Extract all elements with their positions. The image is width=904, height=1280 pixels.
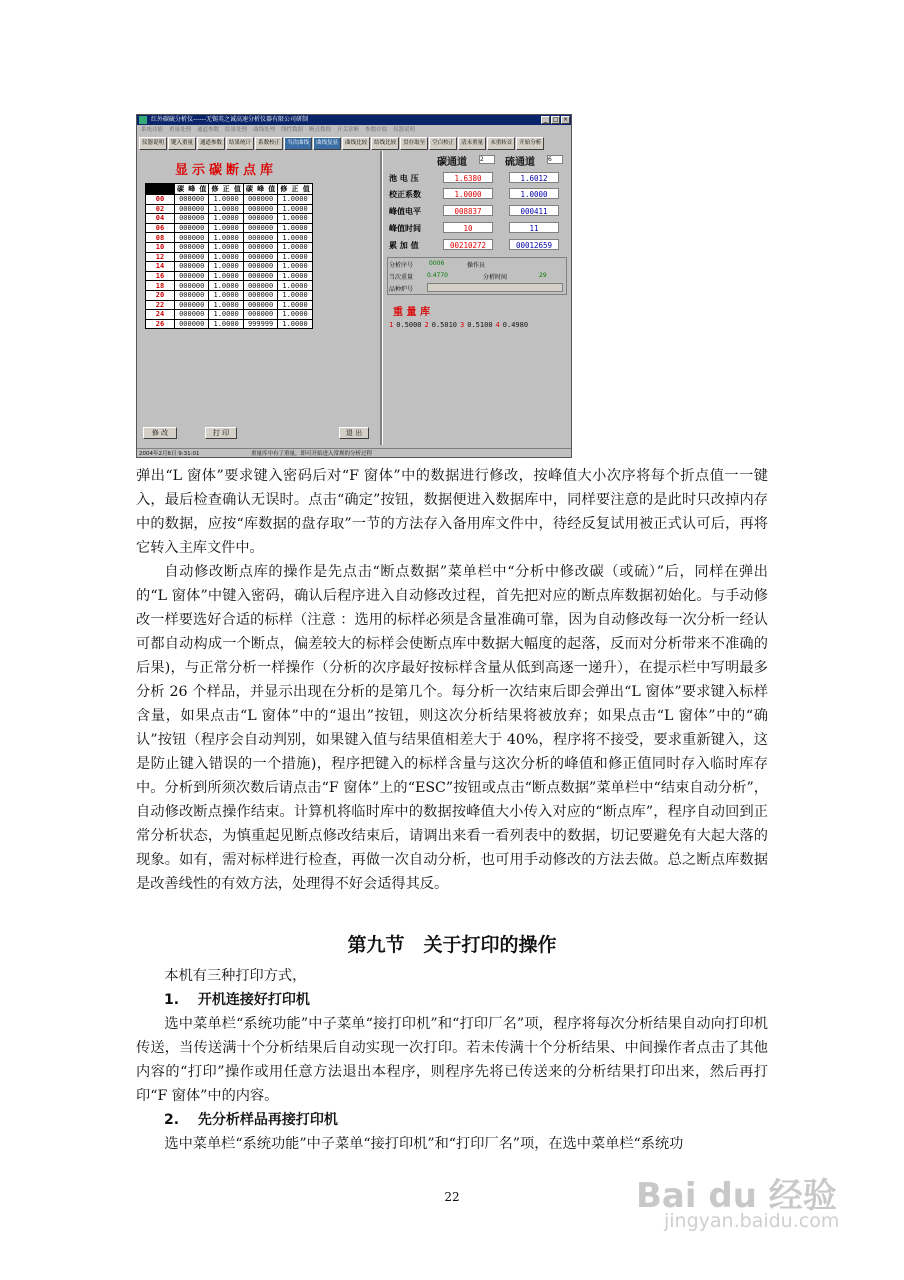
paragraph-5: [136, 1132, 768, 1156]
param-label: 校正系数: [389, 190, 421, 199]
table-cell: 000000: [175, 271, 209, 281]
sulfur-voltage: 1.6012: [509, 172, 559, 183]
table-row: [146, 233, 313, 243]
section-title: 第九节 关于打印的操作: [347, 934, 557, 956]
column-header: 碳 峰 值: [243, 184, 277, 195]
table-row: [146, 319, 313, 329]
sulfur-channel-label: 硫通道: [505, 157, 535, 168]
table-cell: 000000: [243, 204, 277, 214]
time-value: 29: [539, 272, 547, 279]
table-row: [146, 242, 313, 252]
table-cell: 1.0000: [278, 310, 312, 320]
weight-lib-list: [389, 321, 528, 329]
row-index: 02: [146, 204, 175, 214]
weight-index: 4: [495, 321, 500, 329]
table-cell: 000000: [175, 310, 209, 320]
table-cell: 1.0000: [278, 204, 312, 214]
table-cell: 1.0000: [209, 252, 243, 262]
weight-value: 0.5100: [467, 321, 493, 329]
table-row: [146, 252, 313, 262]
weight-index: 1: [389, 321, 394, 329]
table-cell: 000000: [243, 290, 277, 300]
row-index: 14: [146, 262, 175, 272]
table-cell: 000000: [175, 252, 209, 262]
table-row: [146, 204, 313, 214]
toolbar-button[interactable]: 通道参数: [197, 137, 225, 150]
table-cell: 1.0000: [278, 281, 312, 291]
operator-label: 操作员: [467, 262, 486, 269]
table-cell: 1.0000: [209, 310, 243, 320]
menu-item-channel[interactable]: 通道参数: [197, 127, 220, 133]
menu-item-linear[interactable]: 线性数据: [281, 127, 304, 133]
weight-value: 0.5000: [396, 321, 422, 329]
row-index: 22: [146, 300, 175, 310]
menu-item-weight[interactable]: 重量处理: [169, 127, 192, 133]
table-cell: 000000: [243, 310, 277, 320]
param-label: 累 加 值: [389, 241, 419, 250]
toolbar-button[interactable]: 键入重量: [168, 137, 196, 150]
table-cell: 000000: [175, 281, 209, 291]
furnace-label: 品种炉号: [389, 286, 414, 293]
row-index: 06: [146, 223, 175, 233]
row-index: 18: [146, 281, 175, 291]
sulfur-peak-time: 11: [509, 222, 559, 233]
carbon-accumulated: 00210272: [443, 239, 493, 250]
sulfur-channel-select[interactable]: 6: [547, 155, 563, 164]
row-index: 20: [146, 290, 175, 300]
paragraph-text: 选中菜单栏“系统功能”中子菜单“接打印机”和“打印厂名”项，在选中菜单栏“系统功: [164, 1136, 684, 1152]
sulfur-accumulated: 00012659: [509, 239, 559, 250]
paragraph-1: [136, 464, 768, 560]
menu-item-help[interactable]: 仪器说明: [393, 127, 416, 133]
table-cell: 000000: [243, 214, 277, 224]
table-cell: 1.0000: [278, 262, 312, 272]
column-header: 修 正 值: [278, 184, 312, 195]
table-cell: 000000: [243, 233, 277, 243]
app-icon: [139, 116, 147, 124]
param-label: 峰值电平: [389, 207, 421, 216]
paragraph-4: [136, 1012, 768, 1108]
table-cell: 000000: [175, 204, 209, 214]
print-button[interactable]: 打 印: [205, 427, 237, 439]
table-cell: 000000: [243, 271, 277, 281]
table-cell: 1.0000: [209, 204, 243, 214]
toolbar-button[interactable]: 曲线比较: [342, 137, 370, 150]
sulfur-peak-level: 000411: [509, 205, 559, 216]
table-cell: 1.0000: [209, 290, 243, 300]
weight-index: 2: [424, 321, 429, 329]
table-cell: 999999: [243, 319, 277, 329]
toolbar-button[interactable]: 开始分析: [516, 137, 544, 150]
column-header: 碳 峰 值: [175, 184, 209, 195]
table-cell: 1.0000: [209, 300, 243, 310]
toolbar-button[interactable]: 当次曲线: [284, 137, 312, 150]
panel-divider: [380, 151, 383, 445]
paragraph-2: [136, 560, 768, 896]
app-title-bar: 红外碳硫分析仪------无锡英之诚高速分析仪器有限公司研制: [137, 115, 571, 125]
toolbar-button[interactable]: 曲线复显: [313, 137, 341, 150]
paragraph-text: 弹出“L 窗体”要求键入密码后对“F 窗体”中的数据进行修改，按峰值大小次序将每个折点值一一键入，最后检查确认无误时。点击“确定”按钮，数据便进入数据库中，同样要注意的是此时只改掉内存中的数据，应按“库数据的盘存取”一节的方法存入备用库文件中，待经反复试用被正式认可后，再将它转入主库文件中。: [136, 468, 768, 556]
row-index: 12: [146, 252, 175, 262]
toolbar-button[interactable]: 盘存取至: [400, 137, 428, 150]
close-button[interactable]: ×: [562, 116, 569, 123]
toolbar-button[interactable]: 系数校正: [255, 137, 283, 150]
status-bar: [137, 448, 571, 458]
table-cell: 1.0000: [278, 214, 312, 224]
exit-button[interactable]: 退 出: [339, 427, 369, 439]
seq-label: 分析序号: [389, 262, 414, 269]
table-cell: 1.0000: [209, 281, 243, 291]
table-cell: 000000: [175, 290, 209, 300]
table-row: [146, 195, 313, 205]
table-cell: 1.0000: [209, 242, 243, 252]
table-cell: 1.0000: [278, 233, 312, 243]
row-index: 24: [146, 310, 175, 320]
carbon-peak-time: 10: [443, 222, 493, 233]
table-cell: 1.0000: [209, 223, 243, 233]
weight-label: 当次重量: [389, 274, 414, 281]
table-cell: 1.0000: [278, 223, 312, 233]
breakpoint-table: [145, 183, 313, 329]
row-index: 08: [146, 233, 175, 243]
table-cell: 000000: [243, 281, 277, 291]
table-cell: 1.0000: [278, 300, 312, 310]
table-cell: 1.0000: [209, 271, 243, 281]
weight-value: 0.5010: [431, 321, 458, 329]
row-index: 04: [146, 214, 175, 224]
table-cell: 000000: [243, 242, 277, 252]
toolbar-button[interactable]: 清末重量: [458, 137, 486, 150]
seq-value: 0006: [429, 260, 445, 267]
page-number: 22: [444, 1190, 460, 1204]
paragraph-3: [136, 964, 768, 988]
app-screenshot: [136, 114, 572, 458]
table-cell: 000000: [175, 214, 209, 224]
table-cell: 000000: [175, 262, 209, 272]
param-label: 峰值时间: [389, 224, 421, 233]
table-header-row: [146, 184, 313, 195]
toolbar-button[interactable]: 末重转首: [487, 137, 515, 150]
table-cell: 1.0000: [278, 319, 312, 329]
toolbar-button[interactable]: 仪器说明: [139, 137, 167, 150]
table-row: [146, 310, 313, 320]
row-index: 10: [146, 242, 175, 252]
list-heading: 2. 先分析样品再接打印机: [164, 1112, 338, 1128]
table-row: [146, 223, 313, 233]
menu-bar: [137, 125, 571, 136]
row-index: 16: [146, 271, 175, 281]
table-cell: 1.0000: [209, 233, 243, 243]
table-cell: 1.0000: [209, 214, 243, 224]
list-heading-1: [164, 988, 796, 1012]
furnace-input[interactable]: [427, 283, 563, 292]
table-cell: 1.0000: [209, 319, 243, 329]
carbon-coef: 1.0000: [443, 188, 493, 199]
table-cell: 000000: [175, 195, 209, 205]
carbon-channel-label: 碳通道: [437, 157, 467, 168]
table-cell: 000000: [243, 195, 277, 205]
menu-item-result[interactable]: 结果处理: [225, 127, 248, 133]
sulfur-coef: 1.0000: [509, 188, 559, 199]
table-body: [146, 195, 313, 329]
carbon-voltage: 1.6380: [443, 172, 493, 183]
minimize-button[interactable]: _: [541, 116, 550, 124]
table-cell: 1.0000: [278, 290, 312, 300]
menu-item-curve[interactable]: 曲线处理: [253, 127, 276, 133]
list-heading: 1. 开机连接好打印机: [164, 992, 310, 1008]
toolbar-button[interactable]: 结线比较: [371, 137, 399, 150]
table-cell: 000000: [243, 262, 277, 272]
maximize-button[interactable]: □: [552, 116, 559, 123]
paragraph-text: 选中菜单栏“系统功能”中子菜单“接打印机”和“打印厂名”项，程序将每次分析结果自动向打印机传送，当传送满十个分析结果后自动实现一次打印。若未传满十个分析结果、中间操作者点击了其他内容的“打印”操作或用任意方法退出本程序，则程序先将已传送来的分析结果打印出来，然后再打印“F 窗体”中的内容。: [136, 1016, 768, 1104]
table-cell: 1.0000: [209, 262, 243, 272]
table-row: [146, 262, 313, 272]
paragraph-text: 自动修改断点库的操作是先点击“断点数据”菜单栏中“分析中修改碳（或硫）”后，同样在弹出的“L 窗体”中键入密码，确认后程序进入自动修改过程，首先把对应的断点库数据初始化。与手动修改一样要选好合适的标样（注意 ：选用的标样必须是含量准确可靠，因为自动修改每一次分析一经认可都自动构成一个断点，偏差较大的标样会使断点库中数据大幅度的起落，反而对分析带来不准确的后果)，与正常分析一样操作（分析的次序最好按标样含量从低到高逐一递升），在提示栏中写明最多分析 26 个样品，并显示出现在分析的是第几个。每分析一次结束后即会弹出“L 窗体”要求键入标样含量，如果点击“L 窗体”中的“退出”按钮，则这次分析结果将被放弃；如果点击“L 窗体”中的“确认”按钮（程序会自动判别，如果键入值与结果值相差大于 40%，程序将不接受，要求重新键入，这是防止键入错误的一个措施)，程序把键入的标样含量与这次分析的峰值和修正值同时存入临时库存中。分析到所须次数后请点击“F 窗体”上的“ESC”按钮或点击“断点数据”菜单栏中“结束自动分析”，自动修改断点操作结束。计算机将临时库中的数据按峰值大小传入对应的“断点库”，程序自动回到正常分析状态，为慎重起见断点修改结束后，请调出来看一看列表中的数据，切记要避免有大起大落的现象。如有，需对标样进行检查，再做一次自动分析，也可用手动修改的方法去做。总之断点库数据是改善线性的有效方法，处理得不好会适得其反。: [136, 564, 768, 892]
table-row: [146, 281, 313, 291]
carbon-peak-level: 008837: [443, 205, 493, 216]
table-cell: 1.0000: [278, 271, 312, 281]
weight-index: 3: [460, 321, 465, 329]
table-cell: 000000: [243, 252, 277, 262]
table-cell: 1.0000: [278, 252, 312, 262]
table-cell: 000000: [175, 242, 209, 252]
status-message: 重量库中有了重量，即可开始进入常规的分析过程: [251, 451, 373, 457]
table-cell: 000000: [243, 223, 277, 233]
table-row: [146, 300, 313, 310]
menu-item-system[interactable]: 系统功能: [141, 127, 164, 133]
table-cell: 1.0000: [278, 195, 312, 205]
watermark-logo: Bai du 经验: [636, 1176, 837, 1216]
table-cell: 000000: [175, 319, 209, 329]
row-index: 00: [146, 195, 175, 205]
modify-button[interactable]: 修 改: [143, 427, 177, 439]
table-cell: 000000: [175, 300, 209, 310]
table-row: [146, 214, 313, 224]
table-cell: 1.0000: [209, 195, 243, 205]
weight-lib-title: 重 量 库: [393, 307, 430, 318]
menu-item-breakpoint[interactable]: 断点数据: [309, 127, 332, 133]
column-header: 修 正 值: [209, 184, 243, 195]
toolbar-button[interactable]: 结果统计: [226, 137, 254, 150]
weight-value: 0.4980: [502, 321, 529, 329]
table-cell: 000000: [243, 300, 277, 310]
weight-value: 0.4770: [427, 272, 448, 279]
table-cell: 000000: [175, 223, 209, 233]
param-label: 池 电 压: [389, 174, 419, 183]
status-datetime: 2004年2月6日 9:31:01: [139, 451, 200, 457]
table-row: [146, 290, 313, 300]
table-row: [146, 271, 313, 281]
table-cell: 1.0000: [278, 242, 312, 252]
toolbar-button[interactable]: 空白校正: [429, 137, 457, 150]
table-cell: 000000: [175, 233, 209, 243]
time-label: 分析时间: [483, 274, 508, 281]
toolbar: [137, 137, 571, 149]
watermark-url: jingyan.baidu.com: [664, 1210, 840, 1232]
menu-item-switch[interactable]: 开关诊断: [337, 127, 360, 133]
list-heading-2: [164, 1108, 796, 1132]
carbon-channel-select[interactable]: 2: [479, 155, 495, 164]
menu-item-param[interactable]: 参数存取: [365, 127, 388, 133]
breakpoint-title: 显示碳断点库: [175, 163, 278, 178]
table-corner: [146, 184, 175, 195]
row-index: 26: [146, 319, 175, 329]
paragraph-text: 本机有三种打印方式，: [164, 968, 307, 984]
